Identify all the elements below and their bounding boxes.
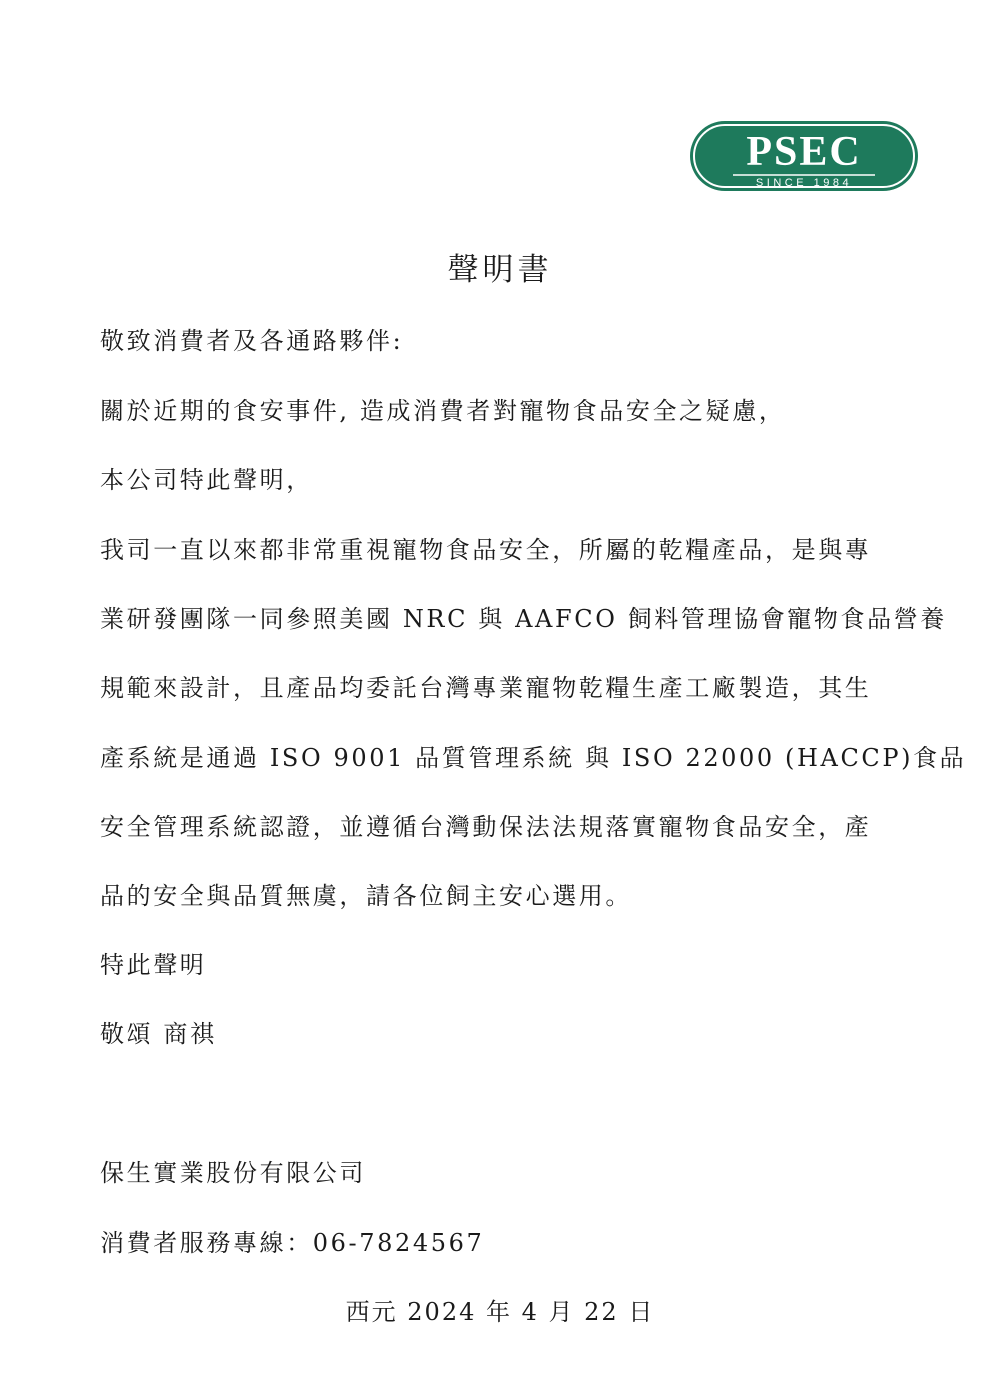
hotline: 消費者服務專線：06-7824567 <box>100 1229 485 1257</box>
salutation: 敬致消費者及各通路夥伴: <box>100 327 404 355</box>
document-title: 聲明書 <box>447 252 553 288</box>
psec-logo <box>689 120 919 192</box>
intro-paragraph: 關於近期的食安事件, 造成消費者對寵物食品安全之疑慮， <box>100 397 786 425</box>
body-line-3: 規範來設計，且產品均委託台灣專業寵物乾糧生產工廠製造，其生 <box>100 674 872 702</box>
logo-tagline: SINCE 1984 <box>755 177 853 189</box>
body-line-6: 品的安全與品質無虞，請各位飼主安心選用。 <box>100 882 632 910</box>
declaration-line: 本公司特此聲明， <box>100 466 313 494</box>
company-name: 保生實業股份有限公司 <box>100 1159 366 1187</box>
regards-line: 敬頌 商祺 <box>100 1020 217 1048</box>
body-line-4: 產系統是通過 ISO 9001 品質管理系統 與 ISO 22000 (HACCP)食品 <box>100 744 967 772</box>
body-line-1: 我司一直以來都非常重視寵物食品安全，所屬的乾糧產品，是與專 <box>100 536 872 564</box>
logo-brand: PSEC <box>746 129 862 175</box>
closing-line: 特此聲明 <box>100 951 207 979</box>
body-line-5: 安全管理系統認證，並遵循台灣動保法法規落實寵物食品安全，產 <box>100 813 872 841</box>
document-date: 西元 2024 年 4 月 22 日 <box>345 1298 655 1326</box>
body-line-2: 業研發團隊一同參照美國 NRC 與 AAFCO 飼料管理協會寵物食品營養 <box>100 605 947 633</box>
